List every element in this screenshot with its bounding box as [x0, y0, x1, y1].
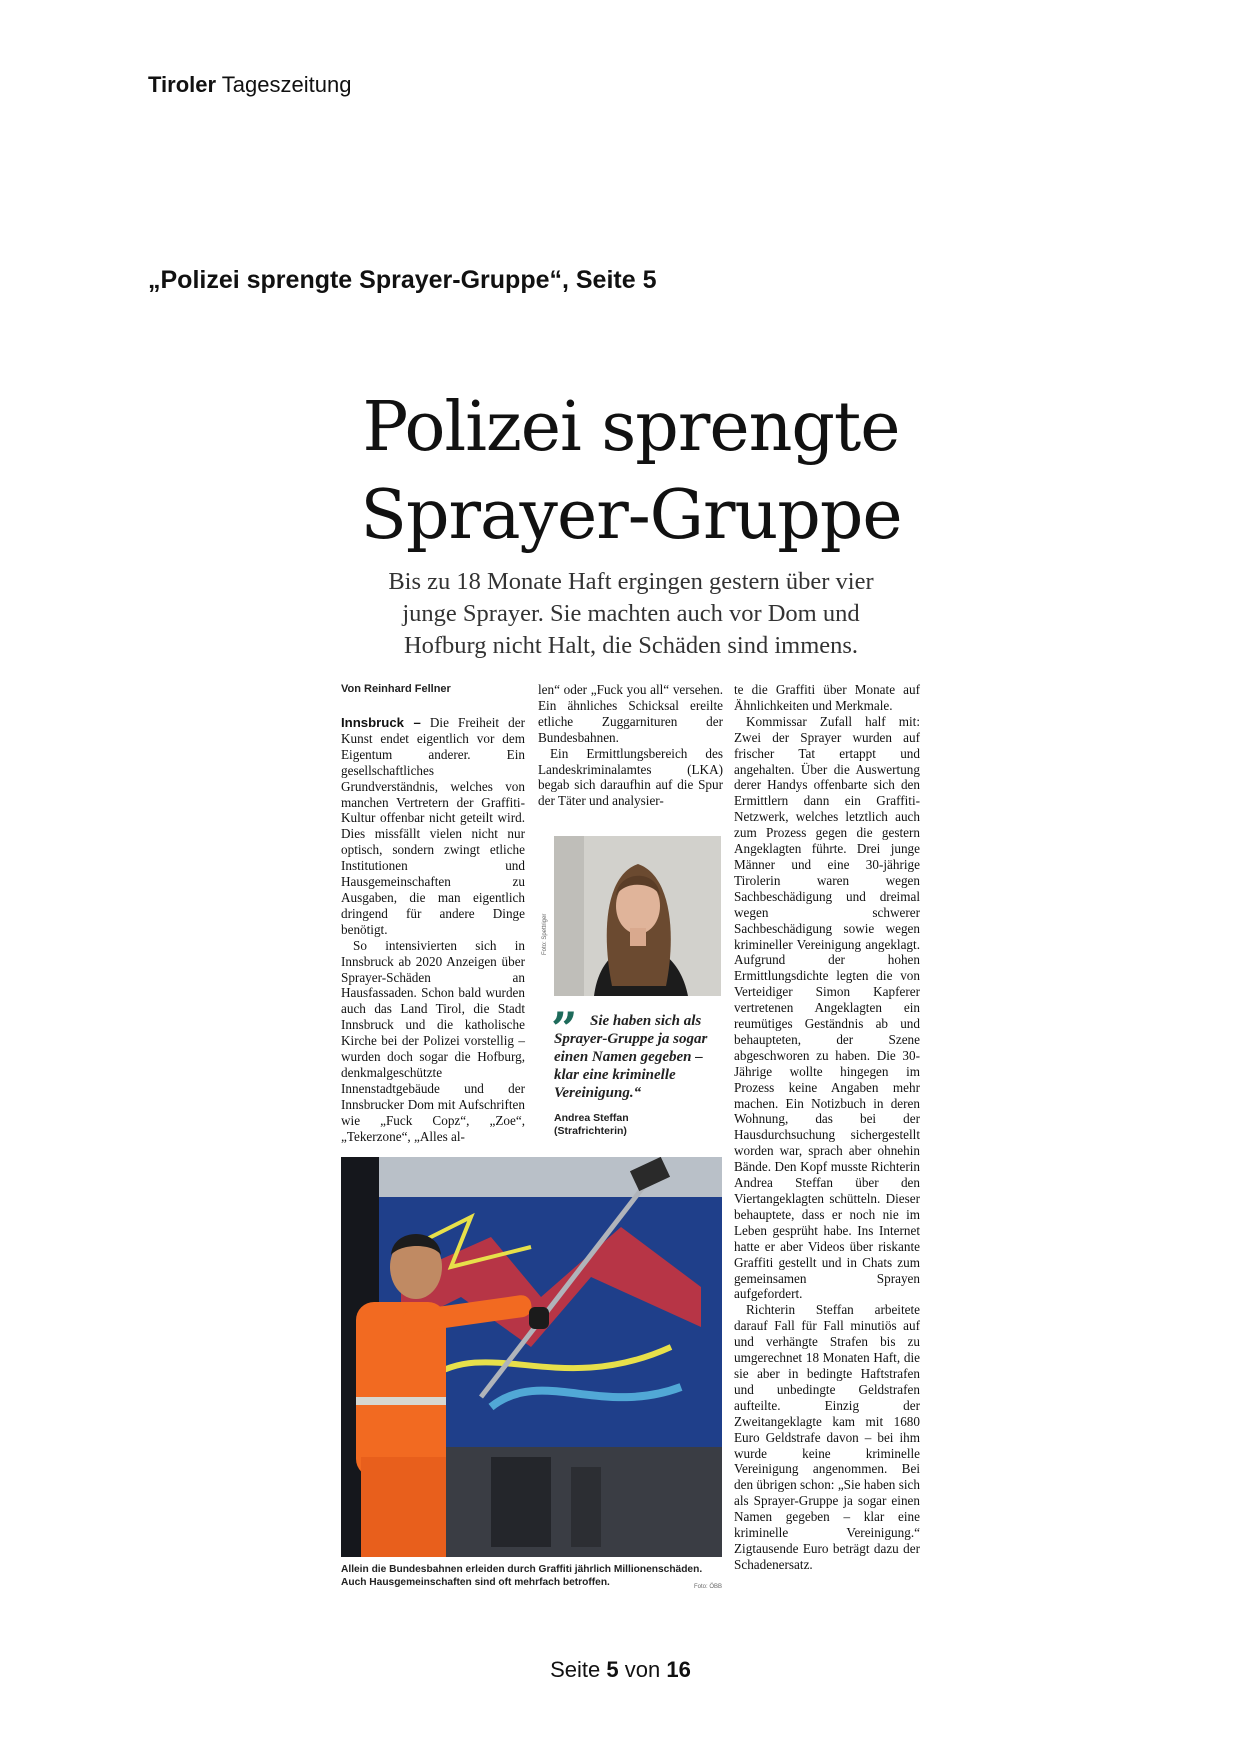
- column-1: [341, 715, 525, 1144]
- col1-p1-text: Die Freiheit der Kunst endet eigentlich vor dem Eigentum anderer. Ein gesellschaftliches Grundverständnis, welches von manchen Vertretern der Graffiti-Kultur offenbar nicht geteilt wird. Dies missfällt vielen nicht nur optisch, sondern zwingt etliche Institutionen und Hausgemeinschaften zu Ausgaben, die man eigentlich dringend für andere Dinge benötigt.: [341, 715, 525, 937]
- portrait-illustration: [554, 836, 721, 996]
- footer-current-page: 5: [606, 1657, 619, 1682]
- reference-title: „Polizei sprengte Sprayer-Gruppe“, Seite 5: [148, 266, 657, 294]
- col2-paragraph-2: Ein Ermittlungsbereich des Landeskriminalamtes (LKA) begab sich daraufhin auf die Spur der Täter und analysier-: [538, 745, 723, 809]
- footer-total-pages: 16: [666, 1657, 691, 1682]
- quote-mark-icon: ”: [551, 1002, 578, 1056]
- article-clipping: [336, 380, 926, 1600]
- page-footer: [0, 1657, 1241, 1683]
- masthead-bold: Tiroler: [148, 72, 217, 97]
- quote-author-role: (Strafrichterin): [554, 1125, 627, 1137]
- dateline: Innsbruck –: [341, 715, 421, 730]
- lead-line-1: Bis zu 18 Monate Haft ergingen gestern über vier: [388, 568, 874, 595]
- photo-caption: [341, 1563, 722, 1594]
- lead-paragraph: [336, 566, 926, 662]
- quote-author: [554, 1112, 724, 1138]
- col1-paragraph-1: [341, 715, 525, 938]
- col3-paragraph-1: te die Graffiti über Monate auf Ähnlichkeiten und Merkmale.: [734, 682, 920, 713]
- masthead-rest: Tageszeitung: [221, 72, 352, 97]
- pull-quote: [551, 1002, 724, 1138]
- train-illustration: [341, 1157, 722, 1557]
- quote-text: Sie haben sich als Sprayer-Gruppe ja sogar einen Namen gegeben – klar eine kriminelle Vereinigung.“: [554, 1013, 708, 1101]
- caption-text: Allein die Bundesbahnen erleiden durch Graffiti jährlich Millionenschäden. Auch Hausgemeinschaften sind oft mehrfach betroffen.: [341, 1564, 703, 1588]
- portrait-credit: Foto: Spettriger: [542, 913, 548, 955]
- column-2: [538, 682, 723, 809]
- portrait-photo: [554, 836, 721, 996]
- col3-paragraph-2: Kommissar Zufall half mit: Zwei der Sprayer wurden auf frischer Tat ertappt und angehalten. Über die Auswertung derer Handys offenbarte sich den Ermittlern dann ein Graffiti-Netzwerk, welches letztlich auch zum Prozess gegen die gestern Angeklagten führte. Drei junge Männer und eine 30-jährige Tirolerin waren wegen Sachbeschädigung und dreimal wegen schwerer Sachbeschädigung sowie wegen krimineller Vereinigung angeklagt. Aufgrund der hohen Ermittlungsdichte legten die von Verteidiger Simon Kapferer vertretenen Angeklagten ein reumütiges Geständnis ab und behaupteten, der Szene abgeschworen zu haben. Die 30-Jährige wollte hingegen im Prozess keine Angaben mehr machen. Ein Notizbuch in deren Wohnung, das bei der Hausdurchsuchung sichergestellt worden war, sprach aber ohnehin Bände. Den Kopf musste Richterin Andrea Steffan über den Viertangeklagten schütteln. Dieser behauptete, dass er noch nie im Leben gesprüht habe. Ins Internet hatte er aber Videos über riskante Graffiti gestellt und in Chats zum gemeinsamen Sprayen aufgefordert.: [734, 713, 920, 1302]
- quote-author-name: Andrea Steffan: [554, 1112, 629, 1124]
- headline-line-1: Polizei sprengte: [362, 388, 900, 467]
- lead-line-2: junge Sprayer. Sie machten auch vor Dom und: [402, 600, 860, 627]
- byline: Von Reinhard Fellner: [341, 683, 451, 695]
- footer-prefix: Seite: [550, 1657, 601, 1682]
- photo-credit: Foto: ÖBB: [693, 1584, 722, 1590]
- footer-middle: von: [624, 1657, 661, 1682]
- train-cleaning-photo: [341, 1157, 722, 1557]
- col3-paragraph-3: Richterin Steffan arbeitete darauf Fall für Fall minutiös auf und verhängte Strafen bis zu umgerechnet 18 Monaten Haft, die sie aber in bedingte Haftstrafen und unbedingte Geldstrafen aufteilte. Einzig der Zweitangeklagte kam mit 1680 Euro Geldstrafe davon – bei ihm wurde keine kriminelle Vereinigung angenommen. Bei den übrigen schon: „Sie haben sich als Sprayer-Gruppe ja sogar einen Namen gegeben – klar eine kriminelle Vereinigung.“ Zigtausende Euro beträgt dazu der Schadenersatz.: [734, 1302, 920, 1572]
- col2-paragraph-1: len“ oder „Fuck you all“ versehen. Ein ähnliches Schicksal ereilte etliche Zuggarnituren der Bundesbahnen.: [538, 682, 723, 745]
- lead-line-3: Hofburg nicht Halt, die Schäden sind immens.: [403, 632, 859, 659]
- masthead: [148, 72, 351, 98]
- col1-paragraph-2: So intensivierten sich in Innsbruck ab 2020 Anzeigen über Sprayer-Schäden an Hausfassaden. Schon bald wurden auch das Land Tirol, die Stadt Innsbruck und die katholische Kirche bei der Polizei vorstellig – wurden doch sogar die Hofburg, denkmalgeschützte Innenstadtgebäude und der Innsbrucker Dom mit Aufschriften wie „Fuck Copz“, „Zoe“, „Tekerzone“, „Alles al-: [341, 937, 525, 1144]
- headline-line-2: Sprayer-Gruppe: [360, 476, 902, 555]
- column-3: [734, 682, 920, 1573]
